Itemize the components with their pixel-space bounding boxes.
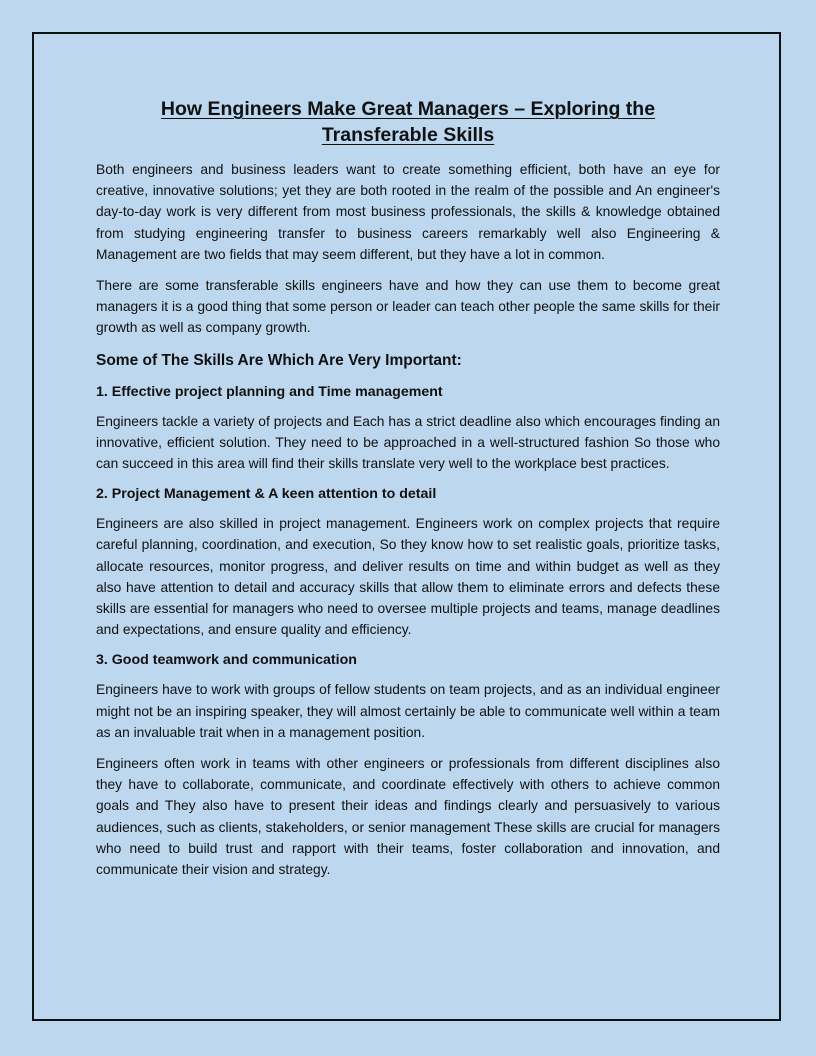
section-3-paragraph-1: Engineers have to work with groups of fellow students on team projects, and as an individual engineer might not be an inspiring speaker, they will almost certainly be able to communicate well within a team as an invaluable trait when in a management position. (96, 682, 720, 740)
intro-paragraph: Both engineers and business leaders want to create something efficient, both have an eye for creative, innovative solutions; yet they are both rooted in the realm of the possible and An engineer's day-to-day work is very different from most business professionals, the skills & knowledge obtained from studying engineering transfer to business careers remarkably well also Engineering & Management are two fields that may seem different, but they have a lot in common. (96, 162, 720, 262)
section-3 (96, 650, 720, 880)
section-1-heading: 1. Effective project planning and Time management (96, 383, 443, 400)
title-line-1: How Engineers Make Great Managers – Exploring the (160, 98, 656, 120)
section-1 (96, 382, 720, 475)
title-line-2: Transferable Skills (321, 124, 495, 146)
document-body (96, 96, 720, 890)
section-2 (96, 484, 720, 640)
intro-paragraph-2: There are some transferable skills engineers have and how they can use them to become great managers it is a good thing that some person or leader can teach other people the same skills for their growth as well as company growth. (96, 278, 720, 336)
section-2-heading: 2. Project Management & A keen attention to detail (96, 486, 437, 503)
skills-subheading: Some of The Skills Are Which Are Very Important: (96, 351, 462, 369)
section-2-paragraph: Engineers are also skilled in project management. Engineers work on complex projects that require careful planning, coordination, and execution, So they know how to set realistic goals, prioritize tasks, allocate resources, monitor progress, and deliver results on time and within budget as well as they also have attention to detail and accuracy skills that allow them to eliminate errors and defects these skills are essential for managers who need to oversee multiple projects and teams, manage deadlines and expectations, and ensure quality and efficiency. (96, 516, 720, 638)
section-1-paragraph: Engineers tackle a variety of projects and Each has a strict deadline also which encourages finding an innovative, efficient solution. They need to be approached in a well-structured fashion So those who can succeed in this area will find their skills translate very well to the workplace best practices. (96, 413, 720, 472)
section-3-paragraph-2: Engineers often work in teams with other engineers or professionals from different disciplines also they have to collaborate, communicate, and coordinate effectively with others to achieve common goals and They also have to present their ideas and findings clearly and persuasively to various audiences, such as clients, stakeholders, or senior management These skills are crucial for managers who need to build trust and rapport with their teams, foster collaboration and innovation, and communicate their vision and strategy. (96, 756, 720, 878)
section-3-heading: 3. Good teamwork and communication (96, 652, 357, 669)
document-title (96, 96, 720, 148)
